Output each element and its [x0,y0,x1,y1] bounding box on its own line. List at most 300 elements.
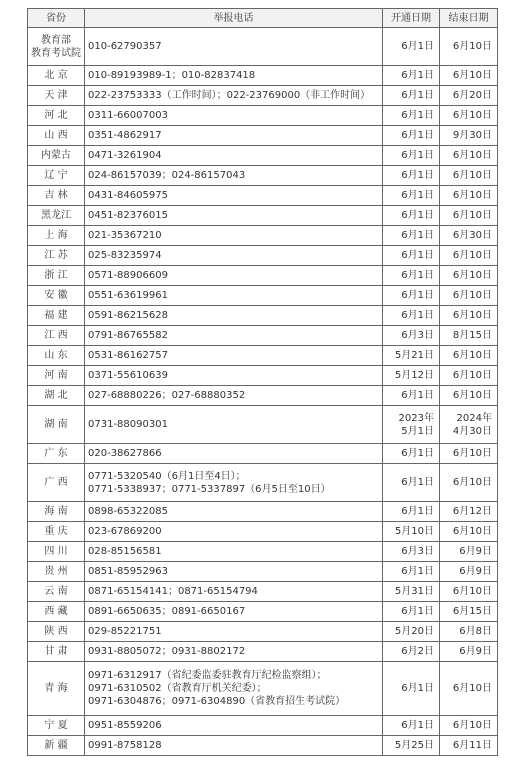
phone-cell [85,522,383,542]
end-date-text: 4月30日 [452,425,492,437]
end-date-cell [440,246,498,266]
province-text: 云 南 [44,586,68,597]
province-text: 山 东 [44,350,68,361]
end-date-text: 6月10日 [452,41,492,52]
province-text: 教育部 [41,34,71,46]
phone-cell [85,306,383,326]
end-date-text: 6月10日 [452,150,492,161]
end-date-cell [440,736,498,756]
province-text: 重 庆 [44,526,68,537]
start-date-text: 6月1日 [401,170,434,181]
table-row [28,582,498,602]
phone-text: 020-38627866 [88,448,162,459]
phone-cell [85,542,383,562]
phone-cell [85,226,383,246]
table-row [28,146,498,166]
province-cell [28,146,85,166]
province-cell [28,28,85,66]
start-date-cell [383,186,440,206]
province-text: 海 南 [44,506,68,517]
phone-text: 029-85221751 [88,626,162,637]
province-text: 上 海 [44,230,68,241]
end-date-cell [440,662,498,716]
phone-text: 0971-6310502（省教育厅机关纪委）； [88,683,267,694]
table-row [28,366,498,386]
phone-cell [85,346,383,366]
end-date-cell [440,602,498,622]
table-row [28,286,498,306]
table-row [28,126,498,146]
phone-cell [85,602,383,622]
end-date-cell [440,502,498,522]
table-row [28,166,498,186]
phone-cell [85,716,383,736]
start-date-text: 6月3日 [401,546,434,557]
phone-cell [85,464,383,502]
phone-cell [85,582,383,602]
start-date-text: 6月1日 [401,110,434,121]
start-date-cell [383,146,440,166]
end-date-text: 6月10日 [452,250,492,261]
end-date-cell [440,366,498,386]
start-date-cell [383,406,440,444]
table-row [28,542,498,562]
province-cell [28,444,85,464]
end-date-cell [440,622,498,642]
phone-text: 0931-8805072；0931-8802172 [88,646,246,657]
table-row [28,28,498,66]
end-date-text: 6月10日 [452,390,492,401]
province-text: 江 西 [44,330,68,341]
phone-text: 0451-82376015 [88,210,168,221]
province-cell [28,86,85,106]
start-date-cell [383,366,440,386]
end-date-text: 6月11日 [452,740,492,751]
table-row [28,662,498,716]
start-date-cell [383,126,440,146]
header-start-date: 开通日期 [383,9,440,28]
table-row [28,106,498,126]
province-cell [28,622,85,642]
start-date-text: 5月10日 [394,526,434,537]
phone-text: 028-85156581 [88,546,162,557]
end-date-cell [440,562,498,582]
phone-text: 021-35367210 [88,230,162,241]
province-cell [28,716,85,736]
start-date-cell [383,736,440,756]
start-date-text: 6月1日 [401,448,434,459]
end-date-text: 2024年 [456,412,492,424]
end-date-text: 6月10日 [452,290,492,301]
phone-cell [85,206,383,226]
end-date-text: 6月10日 [452,683,492,694]
start-date-cell [383,542,440,562]
table-row [28,86,498,106]
province-cell [28,226,85,246]
phone-text: 010-89193989-1；010-82837418 [88,70,256,81]
phone-text: 010-62790357 [88,41,162,52]
start-date-cell [383,66,440,86]
table-row [28,716,498,736]
province-text: 吉 林 [44,190,68,201]
province-text: 辽 宁 [44,170,68,181]
phone-text: 025-83235974 [88,250,162,261]
start-date-cell [383,166,440,186]
table-row [28,306,498,326]
start-date-text: 6月1日 [401,70,434,81]
province-text: 内蒙古 [41,150,71,161]
table-row [28,502,498,522]
province-text: 青 海 [44,683,68,694]
end-date-cell [440,326,498,346]
table-row [28,186,498,206]
start-date-text: 6月1日 [401,130,434,141]
end-date-text: 6月9日 [459,546,492,557]
end-date-text: 6月10日 [452,70,492,81]
start-date-text: 5月20日 [394,626,434,637]
start-date-cell [383,246,440,266]
province-cell [28,366,85,386]
table-row [28,622,498,642]
start-date-text: 6月1日 [401,250,434,261]
province-cell [28,602,85,622]
phone-cell [85,286,383,306]
start-date-cell [383,206,440,226]
end-date-text: 9月30日 [452,130,492,141]
phone-text: 0591-86215628 [88,310,168,321]
phone-text: 0771-5338937；0771-5337897（6月5日至10日） [88,483,331,495]
phone-text: 0571-88906609 [88,270,168,281]
table-row [28,444,498,464]
province-cell [28,286,85,306]
end-date-text: 6月9日 [459,646,492,657]
end-date-text: 6月15日 [452,606,492,617]
phone-cell [85,444,383,464]
header-end-date: 结束日期 [440,9,498,28]
phone-cell [85,186,383,206]
start-date-cell [383,622,440,642]
start-date-text: 6月2日 [401,646,434,657]
province-cell [28,662,85,716]
province-text: 宁 夏 [44,720,68,731]
header-phone: 举报电话 [85,9,383,28]
end-date-cell [440,28,498,66]
start-date-text: 5月21日 [394,350,434,361]
start-date-text: 6月1日 [401,310,434,321]
end-date-text: 6月10日 [452,720,492,731]
start-date-text: 6月1日 [401,683,434,694]
start-date-text: 6月1日 [401,606,434,617]
province-cell [28,166,85,186]
start-date-cell [383,662,440,716]
end-date-text: 6月10日 [452,586,492,597]
start-date-cell [383,502,440,522]
end-date-text: 6月30日 [452,230,492,241]
table-row [28,66,498,86]
end-date-cell [440,642,498,662]
start-date-text: 2023年 [398,412,434,424]
province-cell [28,126,85,146]
start-date-text: 6月1日 [401,290,434,301]
end-date-text: 6月10日 [452,190,492,201]
header-province: 省份 [28,9,85,28]
phone-cell [85,106,383,126]
phone-text: 024-86157039；024-86157043 [88,170,246,181]
end-date-cell [440,66,498,86]
table-row [28,206,498,226]
table-row [28,246,498,266]
province-cell [28,736,85,756]
start-date-text: 5月1日 [401,425,434,437]
start-date-text: 6月1日 [401,270,434,281]
start-date-cell [383,464,440,502]
start-date-text: 6月1日 [401,720,434,731]
start-date-text: 6月1日 [401,566,434,577]
table-row [28,562,498,582]
province-text: 湖 北 [44,390,68,401]
phone-cell [85,246,383,266]
phone-cell [85,66,383,86]
phone-text: 0898-65322085 [88,506,168,517]
province-cell [28,502,85,522]
start-date-text: 5月31日 [394,586,434,597]
phone-text: 0311-66007003 [88,110,168,121]
start-date-cell [383,642,440,662]
province-text: 广 西 [44,477,68,488]
province-text: 江 苏 [44,250,68,261]
end-date-cell [440,126,498,146]
end-date-cell [440,386,498,406]
end-date-text: 6月10日 [452,170,492,181]
province-cell [28,206,85,226]
phone-text: 0771-5320540（6月1日至4日）； [88,470,246,482]
end-date-cell [440,522,498,542]
start-date-cell [383,286,440,306]
start-date-cell [383,106,440,126]
start-date-cell [383,226,440,246]
phone-cell [85,502,383,522]
phone-text: 022-23753333（工作时间）；022-23769000（非工作时间） [88,90,371,101]
province-cell [28,186,85,206]
start-date-cell [383,582,440,602]
start-date-cell [383,28,440,66]
province-cell [28,266,85,286]
table-row [28,386,498,406]
end-date-cell [440,166,498,186]
province-cell [28,386,85,406]
table-row [28,406,498,444]
province-cell [28,582,85,602]
start-date-text: 6月1日 [401,210,434,221]
start-date-text: 5月25日 [394,740,434,751]
end-date-cell [440,146,498,166]
table-row [28,226,498,246]
province-text: 贵 州 [44,566,68,577]
province-cell [28,106,85,126]
phone-cell [85,28,383,66]
end-date-text: 8月15日 [452,330,492,341]
province-text: 北 京 [44,70,68,81]
table-row [28,602,498,622]
end-date-text: 6月10日 [452,110,492,121]
phone-cell [85,146,383,166]
province-cell [28,406,85,444]
end-date-cell [440,186,498,206]
province-text: 广 东 [44,448,68,459]
end-date-text: 6月10日 [452,350,492,361]
phone-cell [85,642,383,662]
header-row [28,9,498,28]
province-text: 山 西 [44,130,68,141]
table-row [28,266,498,286]
end-date-text: 6月10日 [452,270,492,281]
end-date-cell [440,206,498,226]
end-date-text: 6月10日 [452,477,492,488]
province-cell [28,246,85,266]
phone-text: 0791-86765582 [88,330,168,341]
phone-cell [85,126,383,146]
province-text: 安 徽 [44,290,68,301]
end-date-cell [440,582,498,602]
hotline-table [27,8,498,756]
phone-cell [85,562,383,582]
start-date-cell [383,86,440,106]
phone-text: 0471-3261904 [88,150,162,161]
start-date-cell [383,346,440,366]
phone-cell [85,736,383,756]
phone-text: 027-68880226；027-68880352 [88,390,246,401]
province-text: 湖 南 [44,419,68,430]
start-date-text: 6月1日 [401,390,434,401]
start-date-cell [383,716,440,736]
table-row [28,642,498,662]
end-date-text: 6月10日 [452,526,492,537]
phone-text: 0991-8758128 [88,740,162,751]
start-date-cell [383,444,440,464]
end-date-cell [440,716,498,736]
phone-cell [85,166,383,186]
phone-text: 0351-4862917 [88,130,162,141]
start-date-cell [383,602,440,622]
start-date-text: 6月3日 [401,330,434,341]
end-date-cell [440,86,498,106]
province-text: 甘 肃 [44,646,68,657]
province-text: 教育考试院 [31,47,81,59]
end-date-cell [440,406,498,444]
start-date-text: 5月12日 [394,370,434,381]
province-text: 浙 江 [44,270,68,281]
province-text: 黑龙江 [41,210,71,221]
start-date-text: 6月1日 [401,477,434,488]
province-text: 河 南 [44,370,68,381]
province-text: 福 建 [44,310,68,321]
end-date-cell [440,106,498,126]
province-text: 天 津 [44,90,68,101]
end-date-text: 6月10日 [452,310,492,321]
phone-cell [85,86,383,106]
phone-text: 0531-86162757 [88,350,168,361]
phone-text: 0871-65154141；0871-65154794 [88,586,258,597]
phone-text: 0731-88090301 [88,419,168,430]
phone-cell [85,386,383,406]
phone-text: 0951-8559206 [88,720,162,731]
end-date-cell [440,226,498,246]
phone-cell [85,406,383,444]
end-date-cell [440,444,498,464]
table-row [28,522,498,542]
start-date-cell [383,326,440,346]
phone-text: 0891-6650635；0891-6650167 [88,606,246,617]
province-cell [28,346,85,366]
province-text: 陕 西 [44,626,68,637]
table-row [28,464,498,502]
phone-text: 0371-55610639 [88,370,168,381]
start-date-text: 6月1日 [401,230,434,241]
start-date-text: 6月1日 [401,506,434,517]
end-date-cell [440,266,498,286]
table-row [28,346,498,366]
table-row [28,736,498,756]
end-date-text: 6月10日 [452,370,492,381]
province-cell [28,464,85,502]
end-date-text: 6月10日 [452,448,492,459]
start-date-text: 6月1日 [401,41,434,52]
start-date-cell [383,266,440,286]
end-date-text: 6月10日 [452,210,492,221]
start-date-cell [383,562,440,582]
phone-text: 0431-84605975 [88,190,168,201]
phone-cell [85,326,383,346]
end-date-cell [440,346,498,366]
start-date-text: 6月1日 [401,190,434,201]
phone-cell [85,662,383,716]
end-date-cell [440,286,498,306]
end-date-text: 6月8日 [459,626,492,637]
province-cell [28,562,85,582]
province-cell [28,326,85,346]
province-text: 新 疆 [44,740,68,751]
end-date-text: 6月20日 [452,90,492,101]
phone-cell [85,266,383,286]
province-cell [28,306,85,326]
table-body [28,28,498,756]
province-text: 河 北 [44,110,68,121]
province-text: 西 藏 [44,606,68,617]
phone-text: 023-67869200 [88,526,162,537]
table-row [28,326,498,346]
end-date-cell [440,542,498,562]
province-cell [28,522,85,542]
phone-cell [85,366,383,386]
start-date-cell [383,522,440,542]
phone-text: 0551-63619961 [88,290,168,301]
phone-text: 0971-6304876；0971-6304890（省教育招生考试院） [88,696,346,707]
start-date-cell [383,386,440,406]
start-date-text: 6月1日 [401,90,434,101]
start-date-text: 6月1日 [401,150,434,161]
phone-text: 0851-85952963 [88,566,168,577]
province-cell [28,542,85,562]
end-date-cell [440,306,498,326]
end-date-cell [440,464,498,502]
province-cell [28,642,85,662]
start-date-cell [383,306,440,326]
phone-text: 0971-6312917（省纪委监委驻教育厅纪检监察组）； [88,670,327,681]
province-cell [28,66,85,86]
end-date-text: 6月12日 [452,506,492,517]
province-text: 四 川 [44,546,68,557]
phone-cell [85,622,383,642]
